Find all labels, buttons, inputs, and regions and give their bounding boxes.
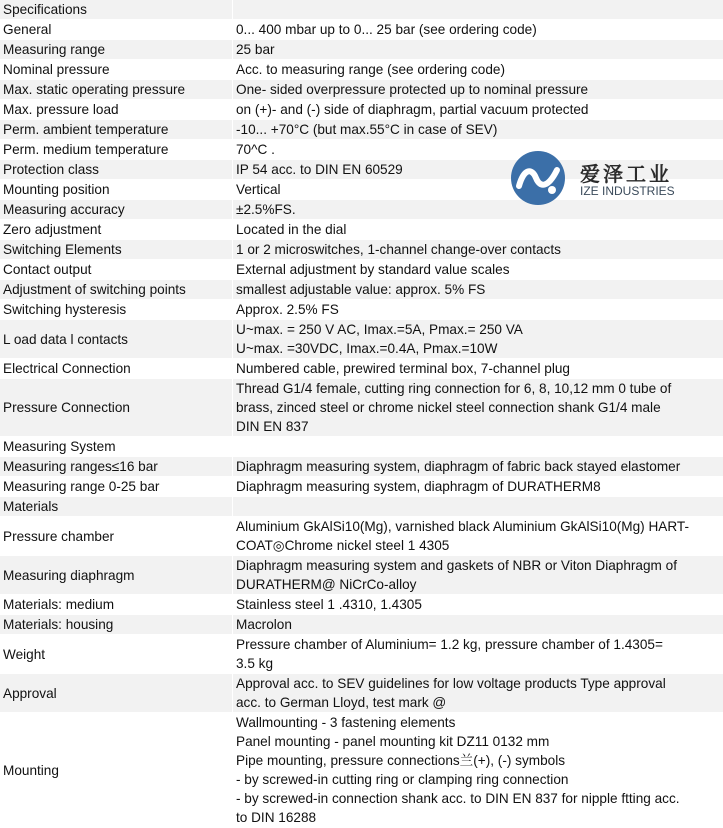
- spec-value-line: Thread G1/4 female, cutting ring connection for 6, 8, 10,12 mm 0 tube of: [236, 379, 723, 398]
- spec-value-line: U~max. =30VDC, Imax.=0.4A, Pmax.=10W: [236, 339, 723, 358]
- spec-value-multiline: [233, 674, 723, 713]
- spec-label: Measuring accuracy: [0, 200, 233, 220]
- table-row: [0, 120, 723, 140]
- table-row: [0, 280, 723, 300]
- table-row: [0, 260, 723, 280]
- spec-value: Diaphragm measuring system, diaphragm of fabric back stayed elastomer: [233, 457, 723, 477]
- table-row: [0, 0, 723, 20]
- spec-value-line: Panel mounting - panel mounting kit DZ11 0132 mm: [236, 732, 723, 751]
- spec-value-multiline: [233, 556, 723, 595]
- spec-value-line: to DIN 16288: [236, 808, 723, 827]
- spec-value: External adjustment by standard value scales: [233, 260, 723, 280]
- spec-label: Electrical Connection: [0, 359, 233, 379]
- spec-value-line: Pipe mounting, pressure connections兰(+), (-) symbols: [236, 751, 723, 770]
- spec-label: Zero adjustment: [0, 220, 233, 240]
- table-row: [0, 595, 723, 615]
- spec-label: Weight: [0, 635, 233, 674]
- table-row: [0, 80, 723, 100]
- spec-value: Approx. 2.5% FS: [233, 300, 723, 320]
- spec-value: 70^C .: [233, 140, 723, 160]
- spec-label: Pressure chamber: [0, 517, 233, 556]
- spec-value-line: Approval acc. to SEV guidelines for low voltage products Type approval: [236, 674, 723, 693]
- spec-label: Max. static operating pressure: [0, 80, 233, 100]
- spec-value: Acc. to measuring range (see ordering code): [233, 60, 723, 80]
- spec-label: Switching hysteresis: [0, 300, 233, 320]
- spec-value: [233, 497, 723, 517]
- spec-value: 1 or 2 microswitches, 1-channel change-over contacts: [233, 240, 723, 260]
- spec-label: Perm. medium temperature: [0, 140, 233, 160]
- table-row: [0, 674, 723, 713]
- spec-label: Materials: housing: [0, 615, 233, 635]
- spec-value-line: COAT◎Chrome nickel steel 1 4305: [236, 536, 723, 555]
- spec-label: Approval: [0, 674, 233, 713]
- spec-label: Measuring ranges≤16 bar: [0, 457, 233, 477]
- spec-value-line: brass, zinced steel or chrome nickel steel connection shank G1/4 male: [236, 398, 723, 417]
- spec-value-multiline: [233, 635, 723, 674]
- spec-value: IP 54 acc. to DIN EN 60529: [233, 160, 723, 180]
- logo-chinese-name: 爱泽工业: [580, 158, 672, 187]
- table-row: [0, 517, 723, 556]
- spec-value: 0... 400 mbar up to 0... 25 bar (see ordering code): [233, 20, 723, 40]
- spec-value-line: 3.5 kg: [236, 654, 723, 673]
- spec-value: One- sided overpressure protected up to nominal pressure: [233, 80, 723, 100]
- spec-label: Materials: [0, 497, 233, 517]
- table-row: [0, 457, 723, 477]
- spec-label: Switching Elements: [0, 240, 233, 260]
- table-row: [0, 20, 723, 40]
- spec-value: Diaphragm measuring system, diaphragm of DURATHERM8: [233, 477, 723, 497]
- spec-label: Max. pressure load: [0, 100, 233, 120]
- company-logo: [510, 148, 710, 208]
- table-row: [0, 635, 723, 674]
- spec-label: Pressure Connection: [0, 379, 233, 437]
- spec-value: smallest adjustable value: approx. 5% FS: [233, 280, 723, 300]
- spec-value: Stainless steel 1 .4310, 1.4305: [233, 595, 723, 615]
- spec-value-line: Pressure chamber of Aluminium= 1.2 kg, pressure chamber of 1.4305=: [236, 635, 723, 654]
- spec-value-line: U~max. = 250 V AC, Imax.=5A, Pmax.= 250 VA: [236, 320, 723, 339]
- spec-label: Contact output: [0, 260, 233, 280]
- table-row: [0, 240, 723, 260]
- spec-value-multiline: [233, 713, 723, 828]
- spec-value-line: Aluminium GkAlSi10(Mg), varnished black Aluminium GkAlSi10(Mg) HART-: [236, 517, 723, 536]
- spec-value: 25 bar: [233, 40, 723, 60]
- table-row: [0, 477, 723, 497]
- spec-label: Mounting position: [0, 180, 233, 200]
- spec-value: ±2.5%FS.: [233, 200, 723, 220]
- spec-value: Macrolon: [233, 615, 723, 635]
- spec-value-line: - by screwed-in connection shank acc. to DIN EN 837 for nipple ftting acc.: [236, 789, 723, 808]
- spec-label: Nominal pressure: [0, 60, 233, 80]
- spec-value: [233, 0, 723, 20]
- spec-value: [233, 437, 723, 457]
- spec-label: Measuring range: [0, 40, 233, 60]
- spec-label: Materials: medium: [0, 595, 233, 615]
- table-row: [0, 497, 723, 517]
- ize-logo-icon: [510, 150, 566, 206]
- spec-label: Measuring range 0-25 bar: [0, 477, 233, 497]
- spec-value-line: DIN EN 837: [236, 417, 723, 436]
- table-row: [0, 615, 723, 635]
- spec-value: Located in the dial: [233, 220, 723, 240]
- spec-value-line: acc. to German Lloyd, test mark @: [236, 693, 723, 712]
- spec-label: Adjustment of switching points: [0, 280, 233, 300]
- spec-label: Measuring System: [0, 437, 233, 457]
- logo-english-name: IZE INDUSTRIES: [580, 184, 675, 198]
- spec-label: Mounting: [0, 713, 233, 828]
- spec-label: Perm. ambient temperature: [0, 120, 233, 140]
- table-row: [0, 556, 723, 595]
- spec-value-line: - by screwed-in cutting ring or clamping ring connection: [236, 770, 723, 789]
- spec-value-line: Diaphragm measuring system and gaskets of NBR or Viton Diaphragm of: [236, 556, 723, 575]
- spec-value: on (+)- and (-) side of diaphragm, partial vacuum protected: [233, 100, 723, 120]
- spec-value-multiline: [233, 517, 723, 556]
- spec-value-line: Wallmounting - 3 fastening elements: [236, 713, 723, 732]
- spec-value: -10... +70°C (but max.55°C in case of SEV): [233, 120, 723, 140]
- table-row: [0, 359, 723, 379]
- spec-value: Vertical: [233, 180, 723, 200]
- table-row: [0, 300, 723, 320]
- spec-value-multiline: [233, 320, 723, 359]
- spec-value-multiline: [233, 379, 723, 437]
- table-row: [0, 40, 723, 60]
- table-row: [0, 320, 723, 359]
- table-row: [0, 220, 723, 240]
- table-row: [0, 713, 723, 828]
- table-row: [0, 437, 723, 457]
- spec-value: Numbered cable, prewired terminal box, 7-channel plug: [233, 359, 723, 379]
- table-row: [0, 100, 723, 120]
- spec-label: Protection class: [0, 160, 233, 180]
- spec-value-line: DURATHERM@ NiCrCo-alloy: [236, 575, 723, 594]
- spec-label: Measuring diaphragm: [0, 556, 233, 595]
- spec-label: Specifications: [0, 0, 233, 20]
- table-row: [0, 379, 723, 437]
- table-row: [0, 60, 723, 80]
- spec-label: General: [0, 20, 233, 40]
- spec-label: L oad data l contacts: [0, 320, 233, 359]
